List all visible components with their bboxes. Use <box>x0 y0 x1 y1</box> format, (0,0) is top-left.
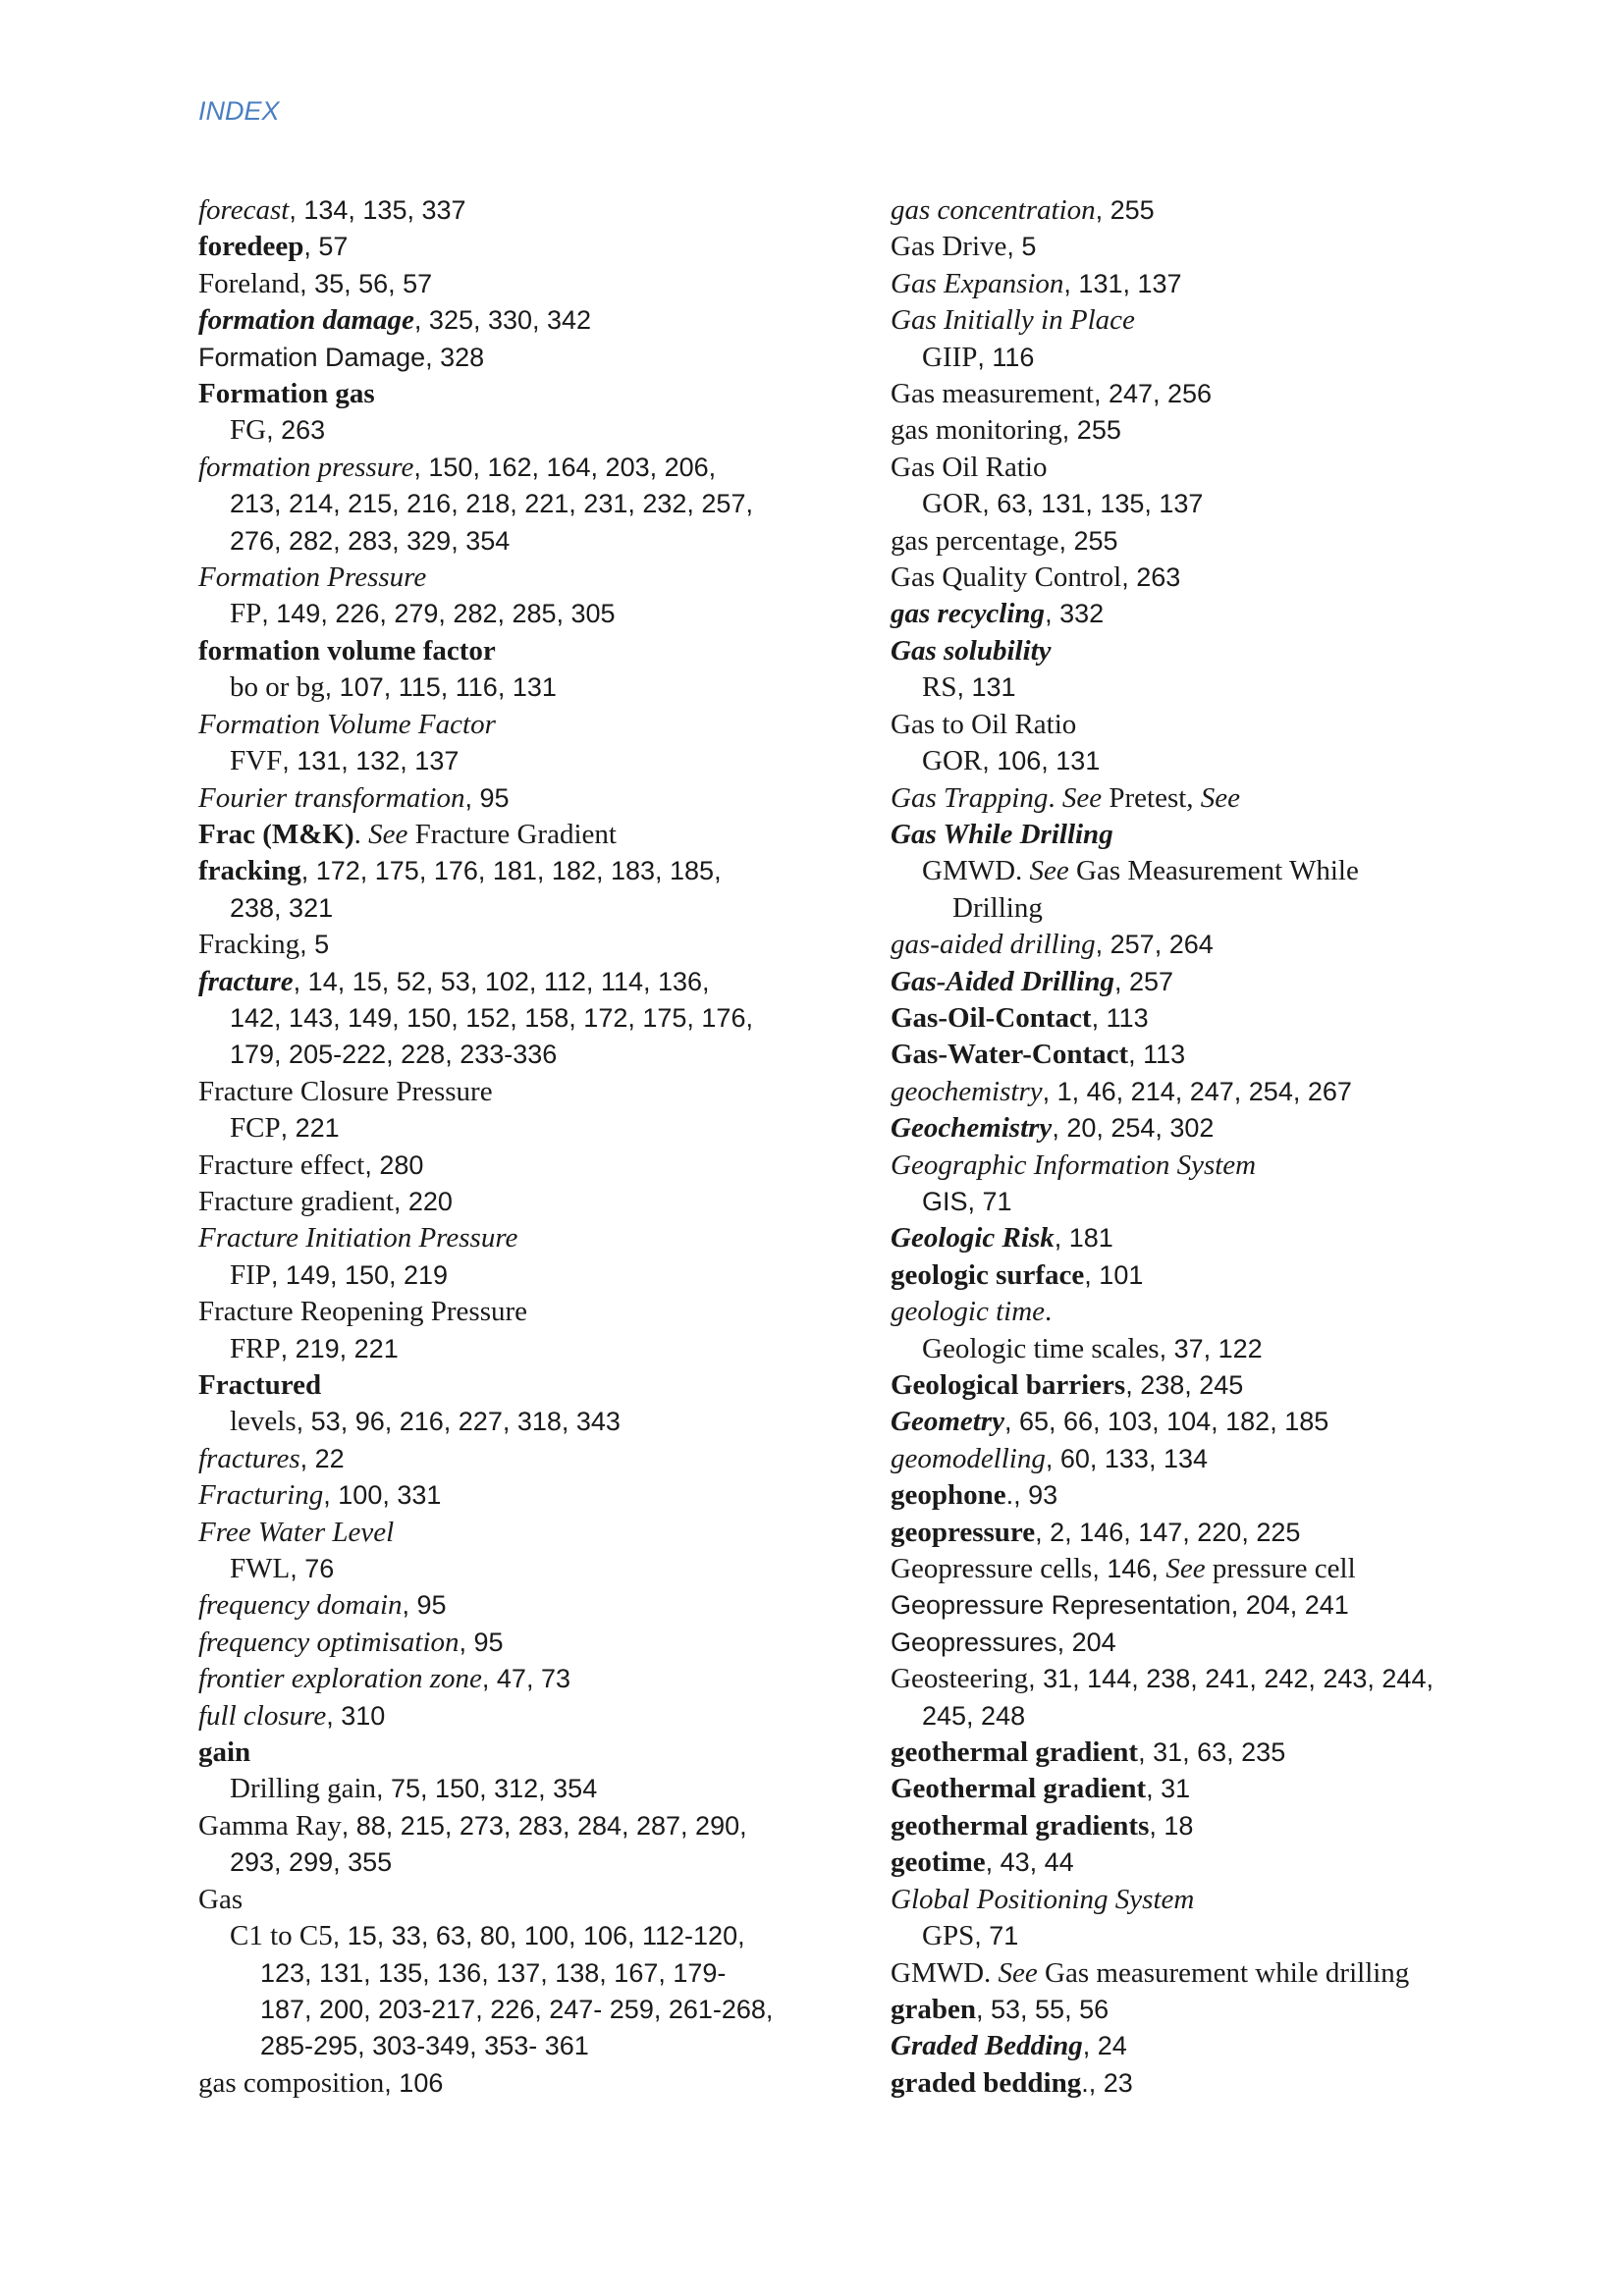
index-entry <box>891 669 1539 706</box>
index-entry-text: RS <box>922 671 957 704</box>
index-entry-text: frequency domain <box>198 1589 403 1622</box>
index-entry <box>891 817 1539 853</box>
index-entry <box>891 450 1539 486</box>
index-entry-text: , 88, 215, 273, 283, 284, 287, 290, <box>341 1810 747 1841</box>
index-entry <box>891 1698 1539 1735</box>
index-entry <box>891 192 1539 229</box>
index-entry-text: Geometry <box>891 1406 1004 1438</box>
index-entry-text: FIP <box>230 1258 271 1291</box>
index-entry <box>198 412 827 449</box>
index-entry <box>891 1148 1539 1184</box>
index-entry-text: formation volume factor <box>198 634 496 667</box>
index-entry-text: , 116 <box>977 342 1035 372</box>
index-entry-text: Gas While Drilling <box>891 818 1113 850</box>
index-entry-text: , 14, 15, 52, 53, 102, 112, 114, 136, <box>293 966 710 996</box>
index-entry-text: 179, 205-222, 228, 233-336 <box>230 1040 558 1070</box>
index-entry-text: , 31 <box>1146 1774 1191 1804</box>
index-entry-text: Gas solubility <box>891 634 1052 667</box>
index-entry <box>198 669 827 706</box>
index-entry-text: fracking <box>198 855 301 887</box>
index-entry <box>198 340 827 376</box>
index-entry-text: . <box>353 818 369 850</box>
index-entry <box>891 633 1539 669</box>
index-entry-text: Fracking <box>198 929 300 961</box>
index-entry-text: gain <box>198 1736 251 1769</box>
index-entry <box>891 1844 1539 1881</box>
index-entry-text: geotime <box>891 1846 986 1879</box>
index-entry <box>198 1992 827 2028</box>
index-entry <box>891 1515 1539 1551</box>
index-entry-text: 142, 143, 149, 150, 152, 158, 172, 175, 176, <box>230 1002 753 1033</box>
index-entry <box>891 1110 1539 1147</box>
index-entry <box>891 266 1539 302</box>
index-entry <box>891 1000 1539 1037</box>
index-entry-text: Gamma Ray <box>198 1809 342 1842</box>
index-entry-text: , 63, 131, 135, 137 <box>982 489 1204 519</box>
index-entry-text: See <box>998 1956 1038 1989</box>
index-entry-text: geologic time <box>891 1296 1046 1328</box>
index-entry-text: , 95 <box>402 1590 447 1621</box>
index-entry <box>198 523 827 560</box>
index-entry <box>891 780 1539 817</box>
index-entry-text: , 22 <box>299 1443 345 1473</box>
index-entry-text: GIS, 71 <box>922 1186 1012 1216</box>
index-entry-text: fracture <box>198 965 294 997</box>
index-entry-text: full closure <box>198 1699 327 1732</box>
index-entry-text: Fracture gradient <box>198 1185 394 1217</box>
index-entry <box>198 927 827 963</box>
index-entry-text: , 219, 221 <box>280 1333 399 1363</box>
index-entry-text: , 43, 44 <box>985 1847 1074 1878</box>
index-entry-text: Fracture Closure Pressure <box>198 1075 493 1107</box>
index-entry-text: 285-295, 303-349, 353- 361 <box>260 2031 589 2061</box>
index-entry <box>891 1331 1539 1367</box>
index-entry-text: , 113 <box>1128 1040 1186 1070</box>
index-entry-text: Geosteering <box>891 1663 1029 1695</box>
index-entry-text: , 247, 256 <box>1093 379 1213 409</box>
index-entry-text: geomodelling <box>891 1442 1046 1474</box>
index-entry-text: Gas-Water-Contact <box>891 1039 1129 1071</box>
index-entry-text: Gas Expansion <box>891 267 1064 299</box>
index-entry <box>891 1037 1539 1073</box>
index-entry-text: Geopressures, 204 <box>891 1627 1116 1657</box>
index-entry-text: Free Water Level <box>198 1516 395 1548</box>
index-entry-text: , 101 <box>1084 1259 1144 1290</box>
index-entry <box>891 1882 1539 1918</box>
index-entry-text: , 71 <box>974 1921 1019 1951</box>
index-entry <box>198 2028 827 2064</box>
index-entry <box>891 1184 1539 1220</box>
index-entry <box>891 1808 1539 1844</box>
index-entry <box>891 1220 1539 1256</box>
index-entry <box>198 1294 827 1330</box>
index-entry <box>891 1587 1539 1624</box>
index-entry-text: FRP <box>230 1332 281 1364</box>
index-entry <box>198 266 827 302</box>
index-entry <box>891 1771 1539 1807</box>
index-entry-text: Gas to Oil Ratio <box>891 708 1077 740</box>
index-entry-text: , 100, 331 <box>323 1480 442 1511</box>
index-entry <box>891 1551 1539 1587</box>
index-entry-text: ., 23 <box>1081 2067 1133 2098</box>
index-entry-text: FWL <box>230 1553 291 1585</box>
index-entry-text: , 113 <box>1091 1002 1149 1033</box>
index-entry-text: , 53, 96, 216, 227, 318, 343 <box>296 1407 621 1437</box>
index-entry <box>198 1955 827 1992</box>
index-entry <box>198 1698 827 1735</box>
index-entry <box>198 890 827 927</box>
index-entry-text: , 255 <box>1058 525 1118 556</box>
index-entry-text: . <box>1048 781 1062 814</box>
index-entry-text: bo or bg <box>230 671 325 704</box>
index-entry-text: GIIP <box>922 341 978 373</box>
index-entry-text: formation pressure <box>198 451 414 483</box>
index-entry <box>891 743 1539 779</box>
index-entry-text: , 31, 144, 238, 241, 242, 243, 244, <box>1028 1664 1434 1694</box>
page-header: INDEX <box>198 96 280 126</box>
index-entry-text: , 255 <box>1061 415 1121 446</box>
index-entry-text: Gas-Oil-Contact <box>891 1001 1092 1034</box>
index-column-left <box>198 192 827 2102</box>
index-entry-text: 293, 299, 355 <box>230 1847 393 1878</box>
index-entry <box>198 1625 827 1661</box>
index-entry <box>198 2065 827 2102</box>
index-entry-text: GOR <box>922 745 983 777</box>
index-entry <box>891 1257 1539 1294</box>
index-entry-text: , 24 <box>1082 2031 1127 2061</box>
index-entry <box>198 964 827 1000</box>
index-entry <box>198 1771 827 1807</box>
index-entry-text: , 238, 245 <box>1125 1370 1244 1400</box>
index-entry-text: GMWD. <box>891 1956 999 1989</box>
index-entry-text: See <box>1165 1553 1206 1585</box>
index-entry-text: Drilling <box>952 891 1043 924</box>
index-entry-text: Graded Bedding <box>891 2030 1083 2062</box>
index-entry-text: geologic surface <box>891 1258 1085 1291</box>
index-entry-text: , 1, 46, 214, 247, 254, 267 <box>1042 1076 1352 1106</box>
index-entry-text: gas percentage <box>891 524 1059 557</box>
index-entry-text: Geopressure cells <box>891 1553 1093 1585</box>
index-entry-text: gas recycling <box>891 598 1046 630</box>
index-entry <box>891 853 1539 889</box>
index-entry-text: Formation gas <box>198 378 375 410</box>
index-entry <box>891 1735 1539 1771</box>
index-entry-text: Fracturing <box>198 1479 324 1512</box>
index-entry <box>891 2065 1539 2102</box>
index-entry-text: ., 93 <box>1005 1480 1058 1511</box>
index-entry <box>891 707 1539 743</box>
index-entry-text: Gas measurement <box>891 378 1094 410</box>
index-entry-text: Geopressure Representation, 204, 241 <box>891 1590 1349 1621</box>
index-entry-text: , 221 <box>280 1113 340 1144</box>
index-entry <box>891 1294 1539 1330</box>
index-entry <box>198 1037 827 1073</box>
index-entry-text: , 131, 137 <box>1063 268 1182 298</box>
index-entry-text: Gas-Aided Drilling <box>891 965 1114 997</box>
index-entry <box>198 1220 827 1256</box>
index-entry <box>891 1992 1539 2028</box>
index-entry-text: , 106, 131 <box>982 746 1101 776</box>
index-entry <box>198 1918 827 1954</box>
index-entry-text: Gas Drive <box>891 231 1007 263</box>
index-entry <box>891 2028 1539 2064</box>
index-entry-text: Gas Initially in Place <box>891 304 1135 337</box>
index-entry-text: See <box>1061 781 1103 814</box>
index-entry-text: , 5 <box>299 930 330 960</box>
index-entry-text: , 15, 33, 63, 80, 100, 106, 112-120, <box>332 1921 745 1951</box>
index-entry-text: , 150, 162, 164, 203, 206, <box>413 452 717 482</box>
index-entry-text: Formation Volume Factor <box>198 708 496 740</box>
index-entry-text: foredeep <box>198 231 304 263</box>
index-entry-text: See <box>1200 781 1241 814</box>
index-entry-text: , 57 <box>303 232 349 262</box>
index-entry-text: Gas Oil Ratio <box>891 451 1048 483</box>
index-entry <box>198 853 827 889</box>
index-entry-text: , 131 <box>956 672 1016 703</box>
index-entry-text: FCP <box>230 1112 281 1145</box>
index-entry-text: See <box>368 818 408 850</box>
index-entry-text: Fractured <box>198 1369 322 1401</box>
index-entry <box>891 1441 1539 1477</box>
index-entry-text: Pretest, <box>1102 781 1201 814</box>
index-entry-text: geothermal gradient <box>891 1736 1139 1769</box>
index-entry-text: levels <box>230 1406 297 1438</box>
index-entry-text: Gas measurement while drilling <box>1037 1956 1410 1989</box>
index-entry <box>891 1625 1539 1661</box>
index-entry-text: GOR <box>922 488 983 520</box>
index-entry <box>891 523 1539 560</box>
index-entry <box>891 890 1539 927</box>
index-entry <box>891 1404 1539 1440</box>
index-entry <box>198 376 827 412</box>
index-entry-text: , 5 <box>1006 232 1037 262</box>
index-entry-text: Formation Damage, 328 <box>198 342 485 372</box>
index-entry-text: , 280 <box>364 1149 424 1180</box>
index-entry <box>198 707 827 743</box>
index-entry-text: graded bedding <box>891 2066 1082 2099</box>
index-entry-text: formation damage <box>198 304 414 337</box>
index-entry-text: , 325, 330, 342 <box>413 305 592 336</box>
index-entry-text: , 134, 135, 337 <box>289 195 466 225</box>
index-entry-text: Geothermal gradient <box>891 1773 1147 1805</box>
index-entry <box>198 1477 827 1514</box>
index-entry-text: , 47, 73 <box>481 1664 570 1694</box>
index-entry-text: , 107, 115, 116, 131 <box>324 672 557 703</box>
index-entry-text: , 263 <box>1121 562 1181 593</box>
index-entry <box>891 596 1539 632</box>
index-entry <box>891 302 1539 339</box>
index-entry <box>198 1148 827 1184</box>
index-entry <box>198 1367 827 1404</box>
index-entry-text: , 75, 150, 312, 354 <box>376 1774 598 1804</box>
index-entry-text: Fracture Initiation Pressure <box>198 1222 518 1255</box>
index-entry <box>198 1551 827 1587</box>
index-entry-text: , 60, 133, 134 <box>1045 1443 1208 1473</box>
index-entry-text: Formation Pressure <box>198 561 427 594</box>
index-entry <box>198 1515 827 1551</box>
index-entry <box>891 964 1539 1000</box>
index-entry-text: , 146, <box>1092 1554 1166 1584</box>
index-entry-text: , 18 <box>1149 1810 1194 1841</box>
index-entry-text: Drilling gain <box>230 1773 377 1805</box>
index-entry-text: , 149, 226, 279, 282, 285, 305 <box>261 599 616 629</box>
index-entry-text: frontier exploration zone <box>198 1663 482 1695</box>
index-entry <box>198 1587 827 1624</box>
index-entry-text: geophone <box>891 1479 1006 1512</box>
index-entry-text: , 95 <box>464 782 510 813</box>
index-entry <box>891 1918 1539 1954</box>
index-entry-text: Geochemistry <box>891 1112 1053 1145</box>
index-entry-text: geothermal gradients <box>891 1809 1150 1842</box>
index-entry-text: Foreland <box>198 267 300 299</box>
index-entry-text: GMWD. <box>922 855 1030 887</box>
index-entry <box>198 1331 827 1367</box>
index-entry-text: Gas <box>198 1883 244 1915</box>
index-entry-text: FP <box>230 598 262 630</box>
index-entry-text: 238, 321 <box>230 892 334 923</box>
index-entry <box>891 340 1539 376</box>
index-entry-text: FG <box>230 414 267 447</box>
index-entry <box>891 1955 1539 1992</box>
index-entry-text: , 220 <box>393 1186 453 1216</box>
index-entry-text: Fourier transformation <box>198 781 465 814</box>
index-entry-text: Geologic Risk <box>891 1222 1055 1255</box>
index-entry-text: . <box>1045 1296 1053 1328</box>
index-entry-text: Geographic Information System <box>891 1148 1257 1181</box>
index-entry <box>198 1000 827 1037</box>
index-entry-text: gas-aided drilling <box>891 929 1096 961</box>
index-entry-text: graben <box>891 1993 976 2025</box>
index-entry-text: , 65, 66, 103, 104, 182, 185 <box>1003 1407 1329 1437</box>
index-entry <box>198 302 827 339</box>
index-entry-text: , 332 <box>1045 599 1105 629</box>
index-entry-text: Fracture Reopening Pressure <box>198 1296 528 1328</box>
index-entry <box>891 1477 1539 1514</box>
index-entry <box>891 1367 1539 1404</box>
index-entry-text: , 255 <box>1095 195 1155 225</box>
index-entry-text: , 53, 55, 56 <box>976 1994 1110 2024</box>
index-entry <box>198 633 827 669</box>
index-entry <box>891 560 1539 596</box>
index-entry-text: Frac (M&K) <box>198 818 354 850</box>
index-entry-text: 213, 214, 215, 216, 218, 221, 231, 232, 257, <box>230 489 753 519</box>
index-column-right <box>891 192 1539 2102</box>
index-entry <box>198 192 827 229</box>
index-entry-text: 123, 131, 135, 136, 137, 138, 167, 179- <box>260 1957 727 1988</box>
index-entry-text: Fracture effect <box>198 1148 365 1181</box>
index-entry <box>891 486 1539 522</box>
index-entry <box>891 1661 1539 1697</box>
index-entry <box>198 1257 827 1294</box>
index-entry-text: Geologic time scales <box>922 1332 1160 1364</box>
index-entry-text: 245, 248 <box>922 1700 1026 1731</box>
index-entry-text: , 149, 150, 219 <box>270 1259 449 1290</box>
index-entry <box>198 1184 827 1220</box>
index-entry-text: , 263 <box>266 415 326 446</box>
index-entry <box>198 1074 827 1110</box>
index-entry <box>198 229 827 265</box>
index-entry-text: pressure cell <box>1205 1553 1356 1585</box>
index-entry <box>198 1735 827 1771</box>
index-entry-text: , 20, 254, 302 <box>1052 1113 1215 1144</box>
index-entry-text: Gas Trapping <box>891 781 1049 814</box>
index-entry <box>891 376 1539 412</box>
index-entry-text: , 31, 63, 235 <box>1138 1737 1286 1768</box>
index-entry <box>198 486 827 522</box>
index-entry-text: , 2, 146, 147, 220, 225 <box>1035 1517 1301 1547</box>
index-entry <box>198 1441 827 1477</box>
index-entry <box>891 1074 1539 1110</box>
index-entry-text: , 95 <box>459 1627 504 1657</box>
index-entry-text: , 257, 264 <box>1095 930 1214 960</box>
index-entry-text: fractures <box>198 1442 300 1474</box>
index-entry-text: geochemistry <box>891 1075 1043 1107</box>
index-entry <box>198 450 827 486</box>
index-entry <box>198 596 827 632</box>
index-entry-text: C1 to C5 <box>230 1920 333 1952</box>
index-entry-text: Fracture Gradient <box>407 818 617 850</box>
index-entry-text: , 172, 175, 176, 181, 182, 183, 185, <box>300 856 722 886</box>
index-entry-text: forecast <box>198 194 290 226</box>
index-entry <box>198 1661 827 1697</box>
index-entry-text: Global Positioning System <box>891 1883 1195 1915</box>
index-entry-text: Gas Quality Control <box>891 561 1122 594</box>
index-entry <box>198 1808 827 1844</box>
index-entry-text: See <box>1029 855 1069 887</box>
index-entry-text: , 310 <box>326 1700 386 1731</box>
index-entry-text: Geological barriers <box>891 1369 1126 1401</box>
index-entry <box>891 927 1539 963</box>
index-entry <box>198 560 827 596</box>
index-entry-text: FVF <box>230 745 283 777</box>
index-entry <box>891 229 1539 265</box>
index-entry-text: gas concentration <box>891 194 1096 226</box>
index-entry-text: , 257 <box>1114 966 1174 996</box>
index-entry <box>891 412 1539 449</box>
index-entry-text: , 131, 132, 137 <box>282 746 460 776</box>
index-entry-text: gas monitoring <box>891 414 1062 447</box>
index-entry <box>198 780 827 817</box>
index-entry <box>198 817 827 853</box>
index-entry-text: geopressure <box>891 1516 1036 1548</box>
index-entry-text: , 35, 56, 57 <box>299 268 433 298</box>
index-entry <box>198 1844 827 1881</box>
index-entry-text: , 181 <box>1054 1223 1113 1254</box>
index-entry-text: GPS <box>922 1920 975 1952</box>
index-entry-text: , 37, 122 <box>1159 1333 1263 1363</box>
index-entry-text: 187, 200, 203-217, 226, 247- 259, 261-268, <box>260 1994 774 2024</box>
index-entry-text: Gas Measurement While <box>1068 855 1359 887</box>
index-entry-text: 276, 282, 283, 329, 354 <box>230 525 511 556</box>
index-entry-text: frequency optimisation <box>198 1626 460 1658</box>
index-entry <box>198 1404 827 1440</box>
index-entry <box>198 1882 827 1918</box>
index-entry-text: , 76 <box>290 1554 335 1584</box>
index-entry-text: gas composition <box>198 2066 385 2099</box>
index-entry <box>198 1110 827 1147</box>
index-entry-text: , 106 <box>384 2067 444 2098</box>
index-entry <box>198 743 827 779</box>
